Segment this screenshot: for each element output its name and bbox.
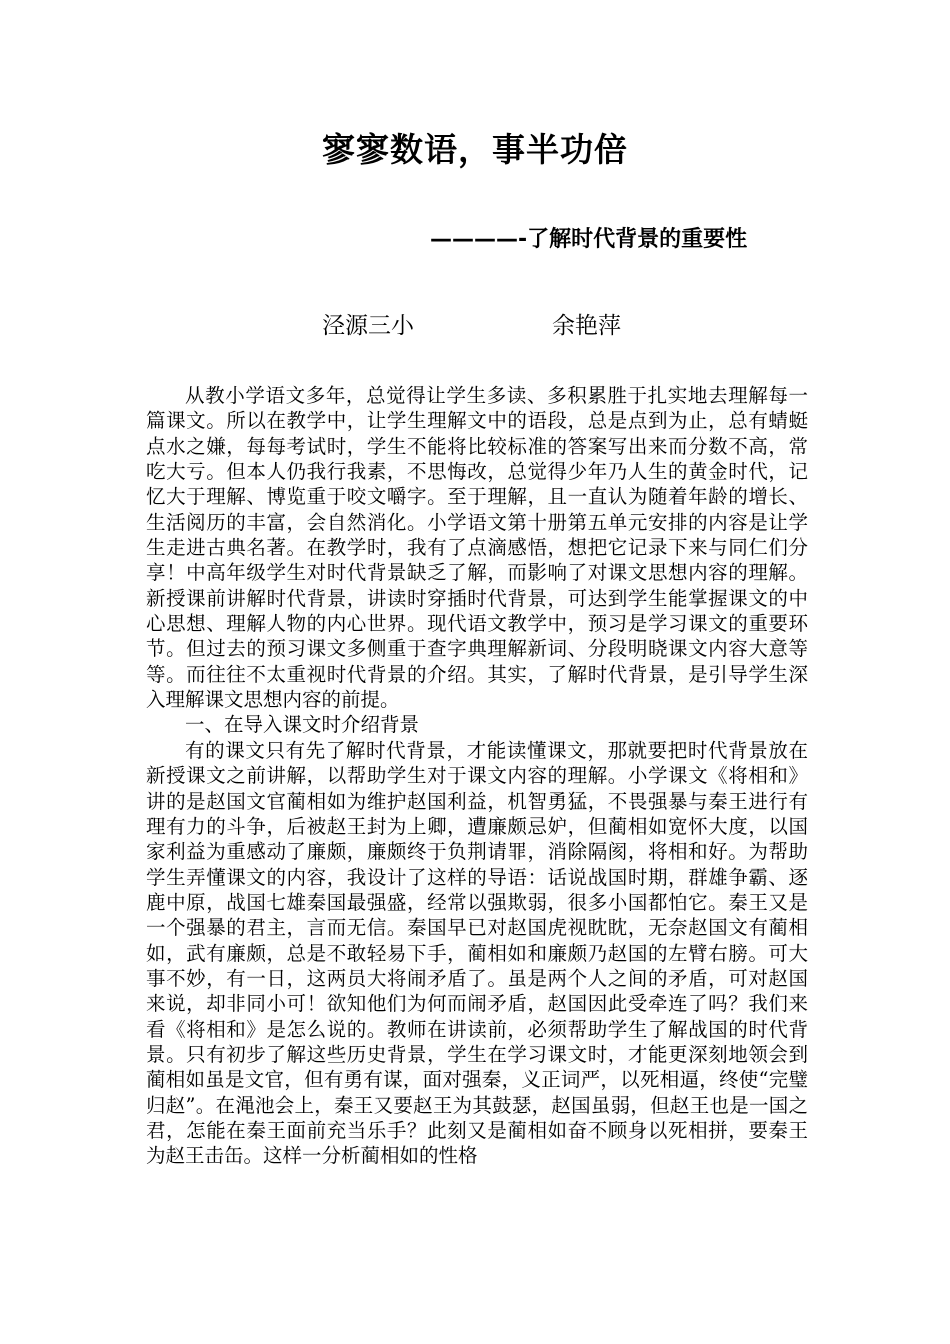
paragraph-section-1: 有的课文只有先了解时代背景，才能读懂课文，那就要把时代背景放在新授课文之前讲解，以帮助学生对于课文内容的理解。小学课文《将相和》讲的是赵国文官蔺相如为维护赵国利益，机智勇猛，不畏强暴与秦王进行有理有力的斗争，后被赵王封为上卿，遭廉颇忌妒，但蔺相如宽怀大度，以国家利益为重感动了廉颇，廉颇终于负荆请罪，消除隔阂，将相和好。为帮助学生弄懂课文的内容，我设计了这样的导语：话说战国时期，群雄争霸、逐鹿中原，战国七雄秦国最强盛，经常以强欺弱，很多小国都怕它。秦王又是一个强暴的君主，言而无信。秦国早已对赵国虎视眈眈，无奈赵国文有蔺相如，武有廉颇，总是不敢轻易下手，蔺相如和廉颇乃赵国的左臂右膀。可大事不妙，有一日，这两员大将闹矛盾了。虽是两个人之间的矛盾，可对赵国来说，却非同小可！欲知他们为何而闹矛盾，赵国因此受牵连了吗？我们来看《将相和》是怎么说的。教师在讲读前，必须帮助学生了解战国的时代背景。只有初步了解这些历史背景，学生在学习课文时，才能更深刻地领会到蔺相如虽是文官，但有勇有谋，面对强秦，义正词严，以死相逼，终使“完璧归赵”。在渑池会上，秦王又要赵王为其鼓瑟，赵国虽弱，但赵王也是一国之君，怎能在秦王面前充当乐手？此刻又是蔺相如奋不顾身以死相拼，要秦王为赵王击缶。这样一分析蔺相如的性格 [146, 738, 808, 1168]
document-body [146, 383, 808, 1169]
document-title: 寥寥数语，事半功倍 [322, 130, 628, 169]
document-subtitle: ————-了解时代背景的重要性 [430, 227, 748, 252]
author-name: 余艳萍 [552, 313, 621, 339]
school-name: 泾源三小 [322, 313, 414, 339]
section-heading-1: 一、在导入课文时介绍背景 [185, 713, 420, 737]
paragraph-intro: 从教小学语文多年，总觉得让学生多读、多积累胜于扎实地去理解每一篇课文。所以在教学中，让学生理解文中的语段，总是点到为止，总有蜻蜓点水之嫌，每每考试时，学生不能将比较标准的答案写出来而分数不高，常吃大亏。但本人仍我行我素，不思悔改，总觉得少年乃人生的黄金时代，记忆大于理解、博览重于咬文嚼字。至于理解，且一直认为随着年龄的增长、生活阅历的丰富，会自然消化。小学语文第十册第五单元安排的内容是让学生走进古典名著。在教学时，我有了点滴感悟，想把它记录下来与同仁们分享！中高年级学生对时代背景缺乏了解，而影响了对课文思想内容的理解。新授课前讲解时代背景，讲读时穿插时代背景，可达到学生能掌握课文的中心思想、理解人物的内心世界。现代语文教学中，预习是学习课文的重要环节。但过去的预习课文多侧重于查字典理解新词、分段明晓课文内容大意等等。而往往不太重视时代背景的介绍。其实，了解时代背景，是引导学生深入理解课文思想内容的前提。 [146, 384, 808, 712]
